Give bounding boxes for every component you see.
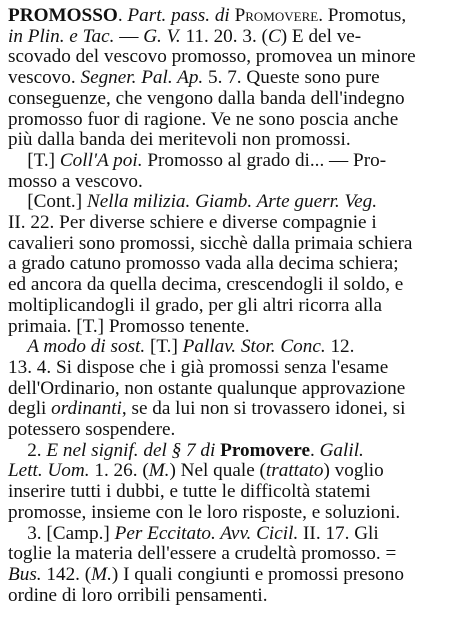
text-run: . [309, 439, 320, 461]
text-run: [T.] [145, 336, 183, 358]
text-run: Galil. [319, 439, 364, 461]
text-run: E nel signif. del § 7 di [46, 439, 216, 461]
text-run: dell'Ordinario, non ostante qualunque approvazione [8, 377, 406, 399]
text-run: Bus. [8, 563, 42, 585]
text-run: . Promotus, [318, 5, 407, 26]
text-run: Pallav. Stor. Conc. [182, 336, 326, 358]
text-run: Promosso al grado di... — Pro- [142, 149, 387, 171]
text-run: potessero sospendere. [8, 419, 176, 440]
text-run: . [117, 5, 128, 26]
text-run: G. V. [143, 25, 181, 47]
text-run: ) voglio [323, 460, 384, 482]
text-run: 11. 20. 3. ( [180, 25, 268, 47]
text-line [8, 584, 464, 608]
text-run: 12. [325, 336, 355, 358]
text-run: a grado catuno promosso vada alla decima schiera; [8, 253, 399, 275]
text-run: — [114, 25, 144, 47]
text-run: [Cont.] [8, 191, 87, 213]
text-run: toglie la materia dell'essere a crudeltà promosso. = [8, 543, 397, 565]
text-run [8, 336, 27, 357]
text-run: II. 17. Gli [298, 522, 379, 544]
text-run: 5. 7. Queste sono pure [203, 67, 380, 89]
text-run: , se da lui non si trovassero idonei, si [121, 398, 406, 420]
text-run: ordinanti [51, 398, 122, 420]
text-run: A modo di sost. [27, 336, 146, 358]
text-run: conseguenze, che vengono dalla banda dell'indegno [8, 87, 405, 109]
text-run: trattato [265, 460, 324, 482]
text-run: 2. [8, 439, 47, 461]
text-run: 142. ( [41, 563, 92, 585]
text-run: 1. 26. ( [89, 460, 149, 482]
text-run: PROMOSSO [8, 5, 118, 26]
text-run: scovado del vescovo promosso, promovea un minore [8, 46, 416, 68]
text-run: Coll'A poi. [59, 149, 143, 171]
text-run: Promovere [220, 439, 310, 461]
text-run: mosso a vescovo. [8, 170, 143, 192]
text-run: più dalla banda dei meritevoli non promossi. [8, 129, 351, 151]
text-run: M. [91, 563, 112, 585]
text-run: cavalieri sono promossi, sicchè dalla primaia schiera [8, 232, 413, 254]
text-run: ) I quali congiunti e promossi presono [111, 563, 404, 585]
text-run: Part. pass. di [127, 5, 235, 26]
text-run: moltiplicandogli il grado, per gli altri ricorra alla [8, 294, 383, 316]
text-run: inserire tutti i dubbi, e tutte le difficoltà statemi [8, 481, 371, 503]
text-run: Segner. Pal. Ap. [80, 67, 204, 89]
text-run: 3. [Camp.] [8, 522, 115, 544]
text-run: Nella milizia. Giamb. Arte guerr. Veg. [86, 191, 378, 213]
text-run: C [267, 25, 281, 47]
text-run: Promovere [234, 5, 319, 26]
text-run: II. 22. Per diverse schiere e diverse compagnie i [8, 212, 377, 233]
text-run: M. [148, 460, 170, 482]
text-run: promosso fuor di ragione. Ve ne sono poscia anche [8, 108, 399, 130]
text-run: ) Nel quale ( [169, 460, 266, 482]
text-run: Per Eccitato. Avv. Cicil. [114, 522, 299, 544]
text-run: ) E del ve- [280, 25, 362, 47]
text-run: degli [8, 398, 52, 420]
text-run: primaia. [T.] Promosso tenente. [8, 315, 250, 337]
text-run: [T.] [8, 149, 60, 171]
text-run: ed ancora da quella decima, crescendogli il soldo, e [8, 274, 404, 296]
text-run: in Plin. e Tac. [8, 25, 115, 47]
text-run: Lett. Uom. [8, 460, 90, 482]
text-run: 13. 4. Si dispose che i già promossi senza l'esame [8, 356, 389, 378]
text-run: vescovo. [8, 67, 81, 89]
text-run: ordine di loro orribili pensamenti. [8, 584, 268, 606]
text-run: promosse, insieme con le loro risposte, e soluzioni. [8, 501, 401, 523]
